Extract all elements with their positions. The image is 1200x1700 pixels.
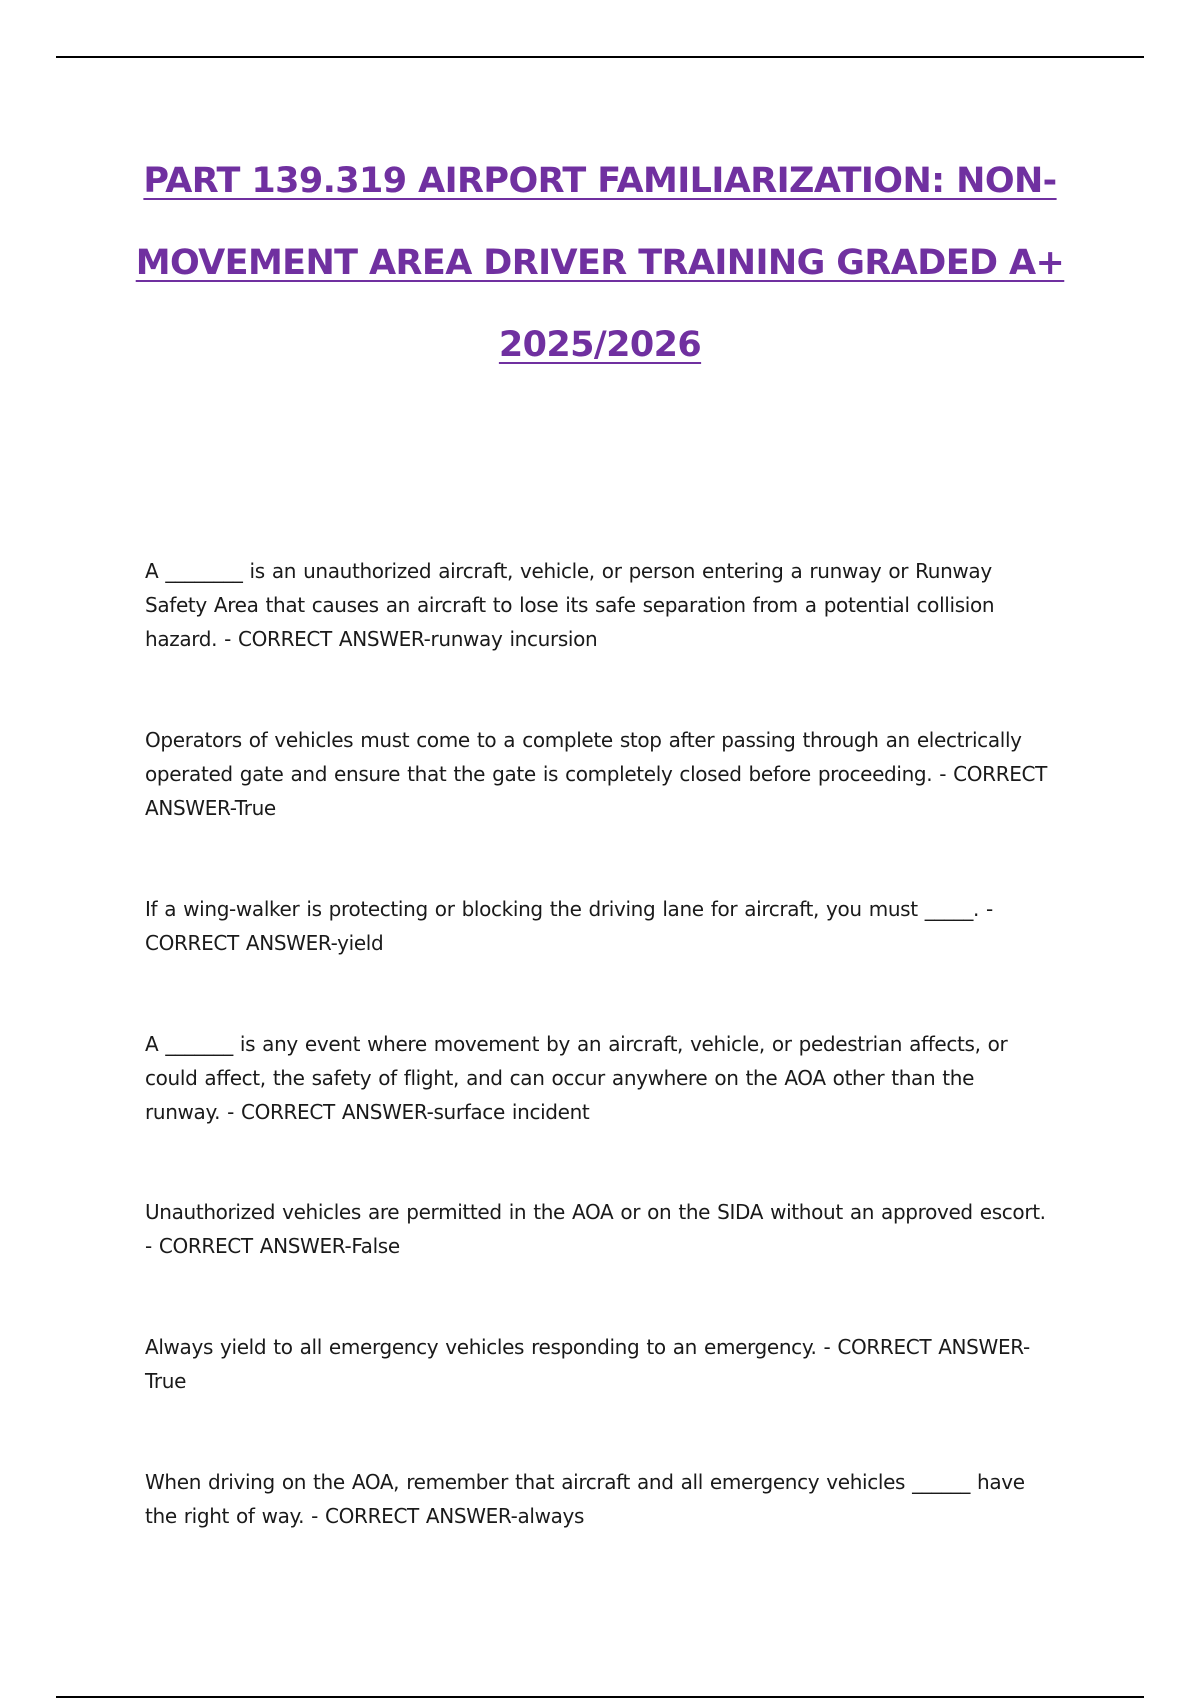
qa-item-6: Always yield to all emergency vehicles responding to an emergency. - CORRECT ANSWER-True: [145, 1335, 1030, 1393]
question-answer-list: [145, 554, 1055, 1545]
title-line-2: MOVEMENT AREA DRIVER TRAINING GRADED A+: [135, 243, 1065, 283]
qa-item-4: A _______ is any event where movement by an aircraft, vehicle, or pedestrian affects, or could affect, the safety of flight, and can occur anywhere on the AOA other than the runway. - CORRECT ANSWER-surface incident: [145, 1032, 1008, 1124]
qa-item-1: A ________ is an unauthorized aircraft, vehicle, or person entering a runway or Runway Safety Area that causes an aircraft to lose its safe separation from a potential collision hazard. - CORRECT ANSWER-runway incursion: [145, 559, 995, 651]
qa-item-2: Operators of vehicles must come to a complete stop after passing through an electrically operated gate and ensure that the gate is completely closed before proceeding. - CORRECT ANSWER-True: [145, 728, 1048, 820]
title-line-3: 2025/2026: [498, 325, 702, 365]
document-title: [100, 140, 1100, 386]
bottom-rule: [56, 1696, 1144, 1698]
qa-item-7: When driving on the AOA, remember that aircraft and all emergency vehicles ______ have the right of way. - CORRECT ANSWER-always: [145, 1470, 1025, 1528]
qa-item-3: If a wing-walker is protecting or blocking the driving lane for aircraft, you must _____. - CORRECT ANSWER-yield: [145, 897, 993, 955]
title-line-1: PART 139.319 AIRPORT FAMILIARIZATION: NON-: [143, 161, 1057, 201]
qa-item-5: Unauthorized vehicles are permitted in the AOA or on the SIDA without an approved escort. - CORRECT ANSWER-False: [145, 1200, 1046, 1258]
top-rule: [56, 56, 1144, 58]
